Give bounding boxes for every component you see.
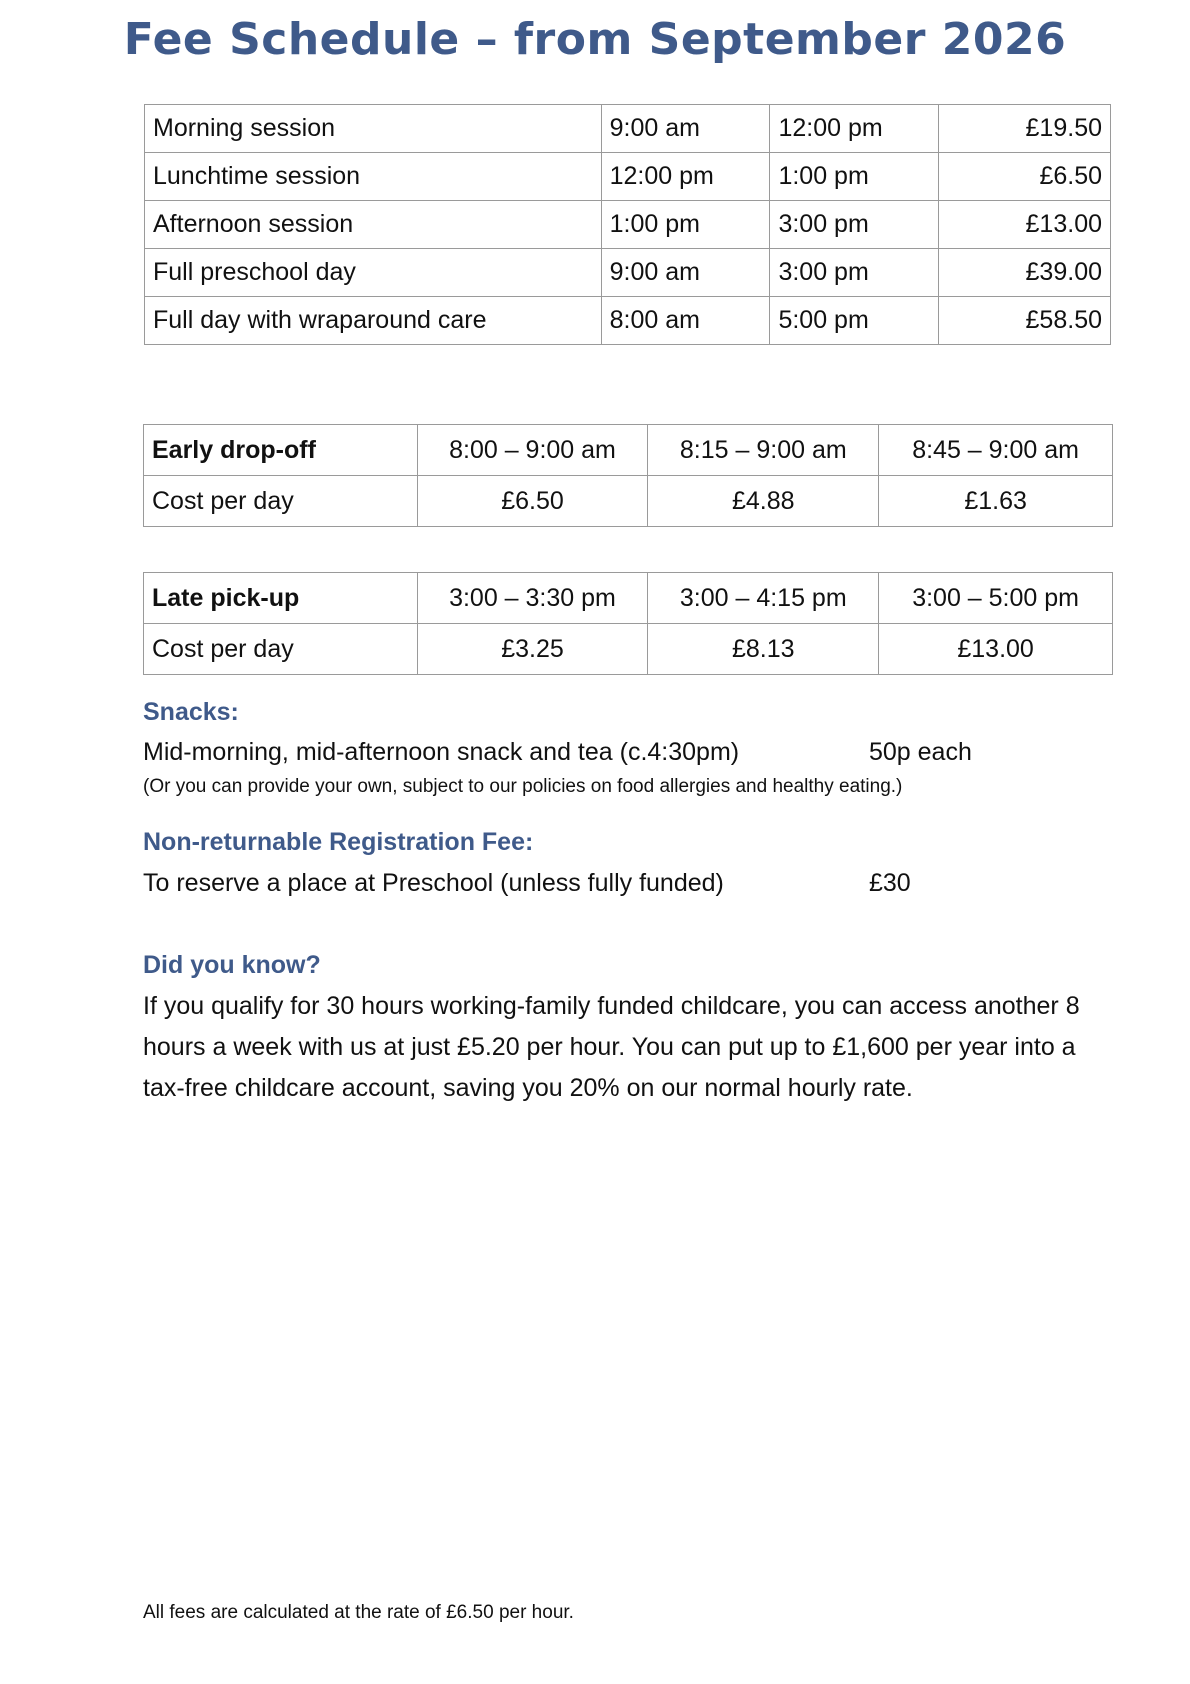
page-title: Fee Schedule – from September 2026 [123, 14, 1067, 65]
session-name: Full preschool day [145, 249, 602, 297]
registration-heading: Non-returnable Registration Fee: [143, 828, 534, 856]
late-pickup-cost: £8.13 [648, 624, 879, 675]
session-end: 3:00 pm [770, 249, 939, 297]
session-end: 1:00 pm [770, 153, 939, 201]
snacks-line [143, 738, 972, 767]
snacks-note: (Or you can provide your own, subject to our policies on food allergies and healthy eating.) [143, 776, 903, 797]
table-row [145, 153, 1111, 201]
session-start: 9:00 am [601, 249, 770, 297]
snacks-description: Mid-morning, mid-afternoon snack and tea (c.4:30pm) [143, 738, 740, 766]
late-pickup-time: 3:00 – 5:00 pm [879, 573, 1113, 624]
table-row [144, 573, 1113, 624]
late-pickup-cost: £3.25 [417, 624, 648, 675]
late-pickup-time: 3:00 – 3:30 pm [417, 573, 648, 624]
early-dropoff-cost: £6.50 [417, 476, 648, 527]
early-dropoff-time: 8:45 – 9:00 am [879, 425, 1113, 476]
table-row [145, 201, 1111, 249]
early-dropoff-time: 8:00 – 9:00 am [417, 425, 648, 476]
session-start: 12:00 pm [601, 153, 770, 201]
early-dropoff-table [143, 424, 1113, 527]
session-price: £39.00 [939, 249, 1111, 297]
late-pickup-time: 3:00 – 4:15 pm [648, 573, 879, 624]
session-fees-table [144, 104, 1111, 345]
registration-price: £30 [869, 869, 911, 897]
cost-per-day-label: Cost per day [144, 624, 418, 675]
session-end: 3:00 pm [770, 201, 939, 249]
snacks-heading: Snacks: [143, 698, 239, 726]
session-price: £19.50 [939, 105, 1111, 153]
session-start: 8:00 am [601, 297, 770, 345]
table-row [145, 297, 1111, 345]
table-row [144, 624, 1113, 675]
did-you-know-text: If you qualify for 30 hours working-family funded childcare, you can access another 8 hours a week with us at just £5.20 per hour. You can put up to £1,600 per year into a tax-free childcare account, saving you 20% on our normal hourly rate. [143, 992, 1080, 1102]
table-row [145, 105, 1111, 153]
early-dropoff-label: Early drop-off [144, 425, 418, 476]
early-dropoff-cost: £4.88 [648, 476, 879, 527]
late-pickup-label: Late pick-up [144, 573, 418, 624]
late-pickup-cost: £13.00 [879, 624, 1113, 675]
early-dropoff-time: 8:15 – 9:00 am [648, 425, 879, 476]
table-row [144, 425, 1113, 476]
session-end: 5:00 pm [770, 297, 939, 345]
session-start: 1:00 pm [601, 201, 770, 249]
session-price: £13.00 [939, 201, 1111, 249]
registration-line [143, 869, 911, 898]
session-name: Afternoon session [145, 201, 602, 249]
registration-description: To reserve a place at Preschool (unless fully funded) [143, 869, 724, 897]
session-name: Morning session [145, 105, 602, 153]
late-pickup-table [143, 572, 1113, 675]
session-start: 9:00 am [601, 105, 770, 153]
snacks-price: 50p each [869, 738, 972, 766]
early-dropoff-cost: £1.63 [879, 476, 1113, 527]
session-name: Lunchtime session [145, 153, 602, 201]
cost-per-day-label: Cost per day [144, 476, 418, 527]
did-you-know-heading: Did you know? [143, 951, 321, 979]
session-end: 12:00 pm [770, 105, 939, 153]
table-row [145, 249, 1111, 297]
session-price: £58.50 [939, 297, 1111, 345]
footer-note: All fees are calculated at the rate of £6.50 per hour. [143, 1602, 574, 1623]
session-name: Full day with wraparound care [145, 297, 602, 345]
table-row [144, 476, 1113, 527]
session-price: £6.50 [939, 153, 1111, 201]
